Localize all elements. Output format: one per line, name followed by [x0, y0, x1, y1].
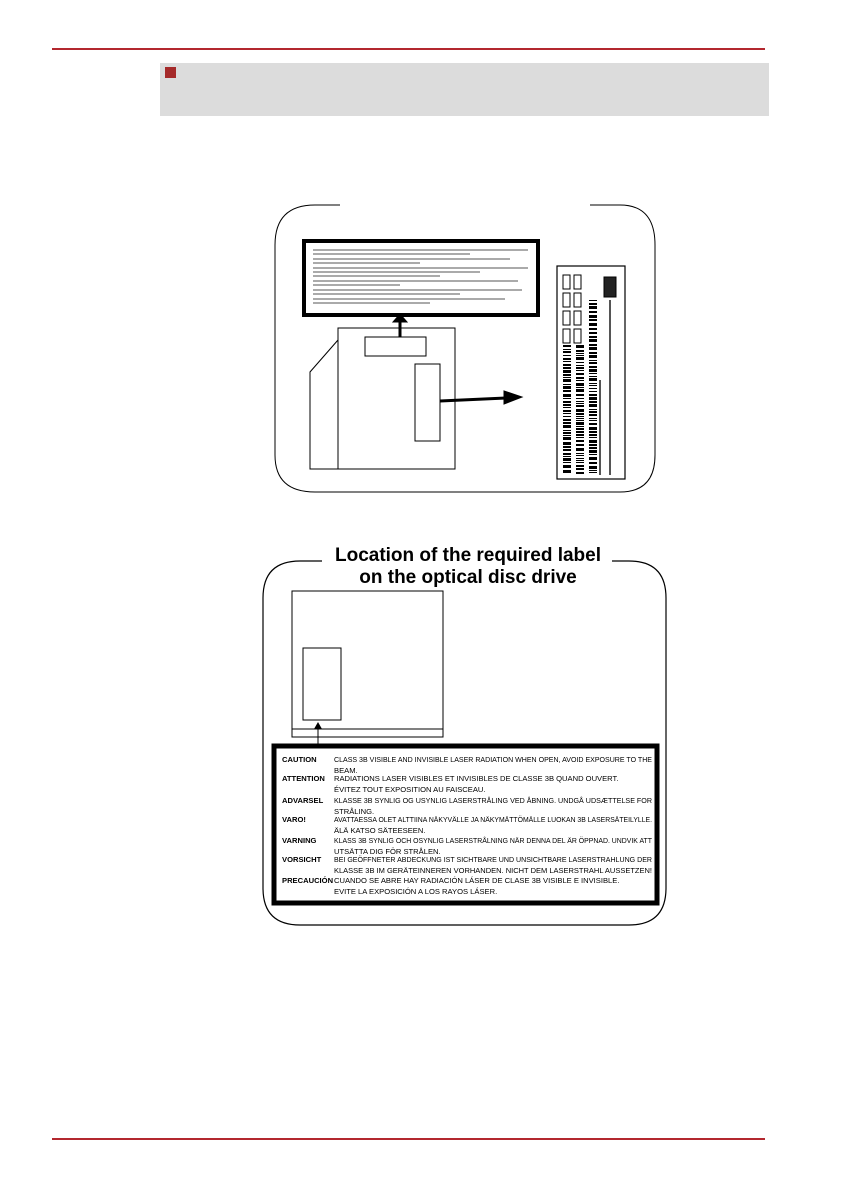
barcode-stripe [563, 465, 571, 468]
barcode-stripe [589, 328, 597, 330]
figure-title-line-2: on the optical disc drive [359, 567, 577, 588]
barcode-stripe [589, 401, 597, 403]
barcode-stripe [589, 388, 597, 389]
barcode-stripe [563, 379, 571, 382]
barcode-stripe [576, 373, 584, 375]
warning-text-line: KLASS 3B SYNLIG OCH OSYNLIG LASERSTRÅLNING NÄR DENNA DEL ÄR ÖPPNAD. UNDVIK ATT [334, 836, 653, 845]
barcode-stripe [563, 355, 571, 356]
barcode-stripe [576, 444, 584, 446]
barcode-stripe [563, 442, 571, 445]
warning-text-line: BEAM. [334, 766, 358, 775]
barcode-stripe [589, 427, 597, 430]
barcode-stripe [589, 360, 597, 361]
barcode-stripe [589, 385, 597, 386]
barcode-stripe [576, 350, 584, 352]
barcode-stripe [589, 440, 597, 443]
warning-text-line: CUANDO SE ABRE HAY RADIACIÓN LÁSER DE CLASE 3B VISIBLE E INVISIBLE. [334, 876, 620, 885]
warning-text-line: STRÅLING. [334, 807, 375, 816]
barcode-stripe [576, 353, 584, 354]
barcode-stripe [563, 377, 571, 378]
barcode-stripe [563, 401, 571, 403]
figure-drive-label-top [275, 205, 655, 492]
barcode-stripe [576, 394, 584, 396]
warning-text-line: BEI GEÖFFNETER ABDECKUNG IST SICHTBARE UND UNSICHTBARE LASERSTRAHLUNG DER [334, 855, 653, 864]
barcode-stripe [563, 456, 571, 457]
barcode-stripe [563, 416, 571, 417]
barcode-stripe [589, 397, 597, 400]
barcode-stripe [576, 409, 584, 412]
barcode-stripe [576, 383, 584, 386]
barcode-stripe [563, 351, 571, 353]
barcode-stripe [589, 376, 597, 377]
barcode-stripe [563, 422, 571, 424]
barcode-stripe [576, 398, 584, 399]
barcode-stripe [576, 465, 584, 467]
barcode-stripe [563, 361, 571, 362]
barcode-stripe [589, 355, 597, 358]
warning-label-varo: VARO! [282, 815, 306, 824]
barcode-stripe [576, 403, 584, 404]
barcode-stripe [576, 426, 584, 427]
barcode-stripe [576, 428, 584, 430]
barcode-stripe [589, 447, 597, 449]
warning-text-line: RADIATIONS LASER VISIBLES ET INVISIBLES DE CLASSE 3B QUAND OUVERT. [334, 774, 619, 783]
warning-label-attention: ATTENTION [282, 774, 325, 783]
barcode-stripe [589, 423, 597, 425]
barcode-stripe [589, 347, 597, 350]
barcode-stripe [563, 462, 571, 463]
barcode-stripe [589, 378, 597, 381]
barcode-stripe [563, 425, 571, 428]
barcode-stripe [563, 404, 571, 406]
warning-text-line: ÄLÄ KATSO SÄTEESEEN. [334, 826, 426, 835]
barcode-stripe [576, 418, 584, 419]
barcode-stripe [576, 462, 584, 463]
laser-warning-label [282, 755, 652, 896]
barcode-stripe [563, 370, 571, 373]
barcode-stripe [563, 413, 571, 414]
barcode-stripe [589, 437, 597, 438]
barcode-stripe [589, 391, 597, 392]
barcode-stripe [589, 303, 597, 305]
barcode-stripe [589, 366, 597, 368]
barcode-stripe [563, 394, 571, 397]
barcode-stripe [563, 453, 571, 455]
warning-label-caution: CAUTION [282, 755, 317, 764]
warning-label-precaucion: PRECAUCIÓN [282, 876, 334, 885]
barcode-stripe [563, 458, 571, 461]
barcode-stripe [589, 323, 597, 326]
barcode-stripe [576, 437, 584, 438]
barcode-stripe [576, 345, 584, 348]
barcode-stripe [563, 419, 571, 421]
barcode-stripe [576, 448, 584, 451]
barcode-marks [563, 300, 597, 474]
barcode-stripe [563, 367, 571, 369]
barcode-stripe [563, 432, 571, 434]
barcode-stripe [576, 367, 584, 369]
barcode-stripe [589, 431, 597, 433]
barcode-stripe [589, 373, 597, 374]
barcode-stripe [589, 332, 597, 334]
barcode-stripe [576, 405, 584, 407]
barcode-stripe [563, 430, 571, 431]
barcode-stripe [563, 407, 571, 408]
barcode-stripe [563, 386, 571, 389]
barcode-stripe [589, 444, 597, 446]
barcode-stripe [576, 420, 584, 421]
barcode-stripe [589, 404, 597, 407]
warning-text-line: AVATTAESSA OLET ALTTIINA NÄKYVÄLLE JA NÄKYMÄTTÖMÄLLE LUOKAN 3B LASERSÄTEILYLLE. [334, 815, 652, 824]
barcode-stripe [576, 416, 584, 417]
barcode-stripe [576, 370, 584, 371]
barcode-stripe [589, 470, 597, 471]
barcode-stripe [576, 460, 584, 461]
barcode-stripe [576, 389, 584, 392]
barcode-stripe [563, 374, 571, 376]
barcode-stripe [589, 336, 597, 338]
barcode-stripe [576, 387, 584, 388]
barcode-stripe [576, 362, 584, 363]
barcode-stripe [589, 311, 597, 313]
barcode-stripe [576, 455, 584, 456]
barcode-stripe [589, 306, 597, 309]
warning-text-line: KLASSE 3B IM GERÄTEINNEREN VORHANDEN. NICHT DEM LASERSTRAHL AUSSETZEN! [334, 866, 652, 875]
barcode-stripe [563, 470, 571, 473]
footer-rule [52, 1138, 765, 1140]
barcode-stripe [576, 357, 584, 360]
barcode-stripe [576, 434, 584, 436]
barcode-stripe [576, 472, 584, 474]
warning-text-line: UTSÄTTA DIG FÖR STRÅLEN. [334, 847, 441, 856]
barcode-stripe [563, 446, 571, 448]
barcode-stripe [589, 344, 597, 346]
barcode-stripe [576, 458, 584, 459]
barcode-stripe [576, 380, 584, 381]
warning-label-vorsicht: VORSICHT [282, 855, 322, 864]
barcode-stripe [563, 435, 571, 436]
barcode-stripe [563, 390, 571, 392]
barcode-stripe [576, 401, 584, 402]
barcode-stripe [589, 454, 597, 455]
barcode-stripe [589, 409, 597, 410]
barcode-stripe [576, 422, 584, 425]
barcode-stripe [589, 466, 597, 469]
warning-label-advarsel: ADVARSEL [282, 796, 324, 805]
barcode-stripe [589, 450, 597, 453]
barcode-stripe [589, 462, 597, 464]
barcode-stripe [563, 345, 571, 347]
barcode-stripe [589, 394, 597, 396]
barcode-stripe [563, 398, 571, 399]
barcode-stripe [563, 384, 571, 385]
warning-text-line: KLASSE 3B SYNLIG OG USYNLIG LASERSTRÅLING VED ÅBNING. UNDGÅ UDSÆTTELSE FOR [334, 796, 653, 805]
barcode-stripe [589, 457, 597, 460]
barcode-stripe [563, 449, 571, 451]
barcode-stripe [576, 413, 584, 415]
barcode-stripe [589, 420, 597, 421]
barcode-stripe [589, 339, 597, 342]
barcode-stripe [589, 411, 597, 413]
barcode-stripe [563, 364, 571, 366]
barcode-stripe [576, 453, 584, 454]
barcode-stripe [589, 362, 597, 364]
barcode-stripe [563, 349, 571, 350]
barcode-stripe [589, 300, 597, 301]
barcode-stripe [576, 431, 584, 433]
figure-title-line-1: Location of the required label [334, 545, 602, 566]
barcode-stripe [589, 414, 597, 416]
barcode-stripe [576, 355, 584, 356]
barcode-stripe [589, 319, 597, 321]
barcode-stripe [589, 315, 597, 318]
barcode-stripe [563, 358, 571, 360]
barcode-stripe [576, 377, 584, 379]
warning-text-line: ÉVITEZ TOUT EXPOSITION AU FAISCEAU. [334, 785, 486, 794]
barcode-stripe [589, 434, 597, 436]
barcode-stripe [563, 437, 571, 440]
barcode-stripe [589, 383, 597, 384]
barcode-stripe [589, 352, 597, 354]
barcode-stripe [563, 410, 571, 412]
barcode-stripe [576, 365, 584, 366]
barcode-stripe [589, 472, 597, 473]
barcode-stripe [576, 468, 584, 470]
barcode-stripe [589, 418, 597, 419]
warning-text-line: EVITE LA EXPOSICIÓN A LOS RAYOS LÁSER. [334, 887, 498, 896]
warning-label-varning: VARNING [282, 836, 317, 845]
warning-text-line: CLASS 3B VISIBLE AND INVISIBLE LASER RADIATION WHEN OPEN, AVOID EXPOSURE TO THE [334, 755, 652, 764]
barcode-stripe [589, 369, 597, 372]
barcode-stripe [576, 440, 584, 442]
